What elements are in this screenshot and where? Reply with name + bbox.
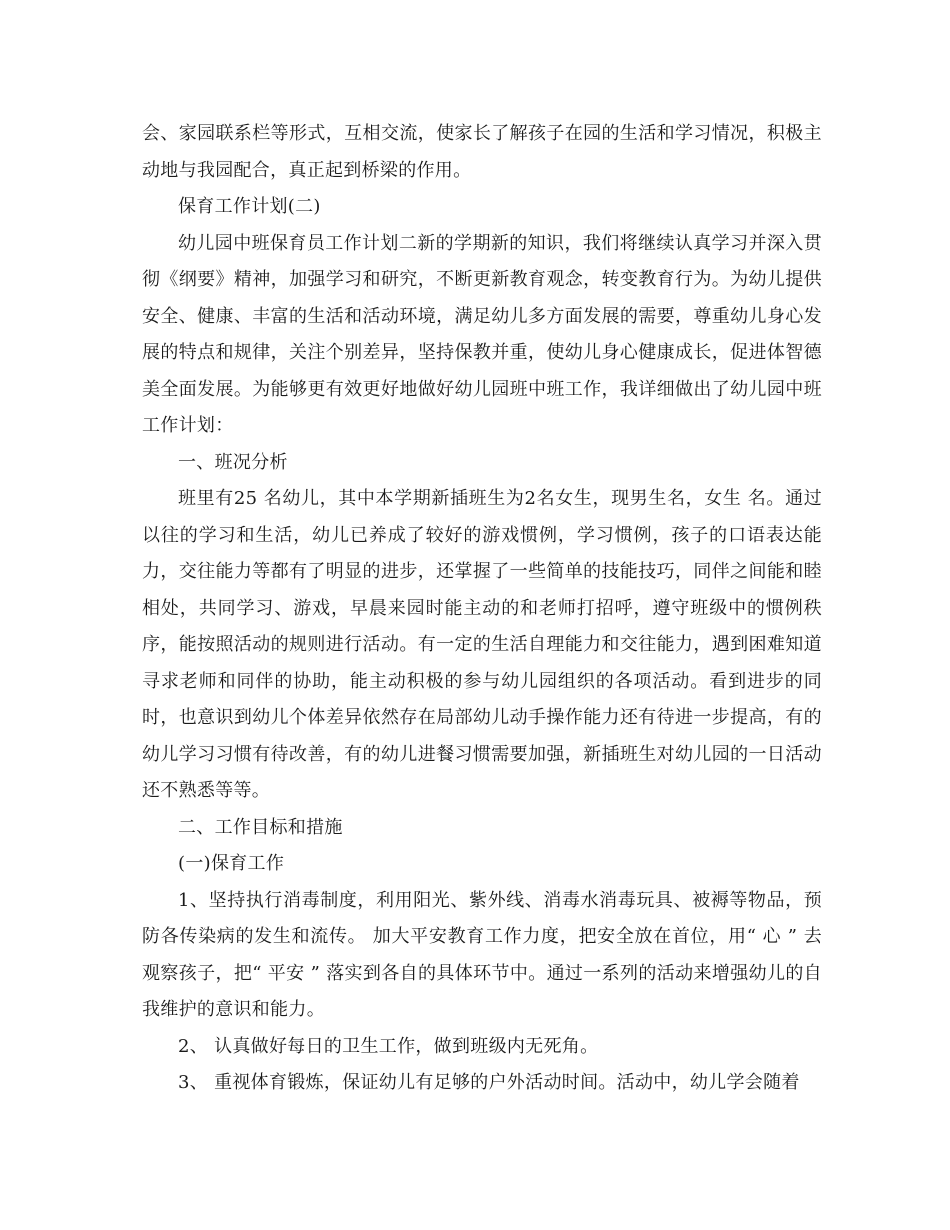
list-item-disinfection: 1、坚持执行消毒制度，利用阳光、紫外线、消毒水消毒玩具、被褥等物品，预防各传染病的发生和流传。 加大平安教育工作力度，把安全放在首位，用“ 心 ” 去观察孩子，把“ 平安 ” 落实到各自的具体环节中。通过一系列的活动来增强幼儿的自我维护的意识和能力。	[142, 889, 822, 1020]
heading-goals-measures: 二、工作目标和措施	[178, 816, 343, 838]
section-title-care-plan-two: 保育工作计划(二)	[178, 196, 321, 217]
paragraph-class-analysis: 班里有25 名幼儿，其中本学期新插班生为2名女生，现男生名，女生 名。通过以往的学习和生活，幼儿已养成了较好的游戏惯例，学习惯例，孩子的口语表达能力，交往能力等都有了明显的进步，还掌握了一些简单的技能技巧，同伴之间能和睦相处，共同学习、游戏，早晨来园时能主动的和老师打招呼，遵守班级中的惯例秩序，能按照活动的规则进行活动。有一定的生活自理能力和交往能力，遇到困难知道寻求老师和同伴的协助，能主动积极的参与幼儿园组织的各项活动。看到进步的同时，也意识到幼儿个体差异依然存在局部幼儿动手操作能力还有待进一步提高，有的幼儿学习习惯有待改善，有的幼儿进餐习惯需要加强，新插班生对幼儿园的一日活动还不熟悉等等。	[142, 488, 822, 801]
list-item-hygiene: 2、 认真做好每日的卫生工作，做到班级内无死角。	[178, 1035, 599, 1057]
heading-class-analysis: 一、班况分析	[178, 451, 288, 473]
paragraph-plan-overview: 幼儿园中班保育员工作计划二新的学期新的知识，我们将继续认真学习并深入贯彻《纲要》精神，加强学习和研究，不断更新教育观念，转变教育行为。为幼儿提供安全、健康、丰富的生活和活动环境，满足幼儿多方面发展的需要，尊重幼儿身心发展的特点和规律，关注个别差异，坚持保教并重，使幼儿身心健康成长，促进体智德美全面发展。为能够更有效更好地做好幼儿园班中班工作，我详细做出了幼儿园中班工作计划：	[142, 232, 822, 436]
subheading-care-work: (一)保育工作	[178, 853, 285, 874]
document-body	[142, 116, 822, 1102]
paragraph-intro-continuation: 会、家园联系栏等形式，互相交流，使家长了解孩子在园的生活和学习情况，积极主动地与我园配合，真正起到桥梁的作用。	[142, 123, 822, 181]
list-item-physical-exercise: 3、 重视体育锻炼，保证幼儿有足够的户外活动时间。活动中，幼儿学会随着	[178, 1072, 800, 1093]
